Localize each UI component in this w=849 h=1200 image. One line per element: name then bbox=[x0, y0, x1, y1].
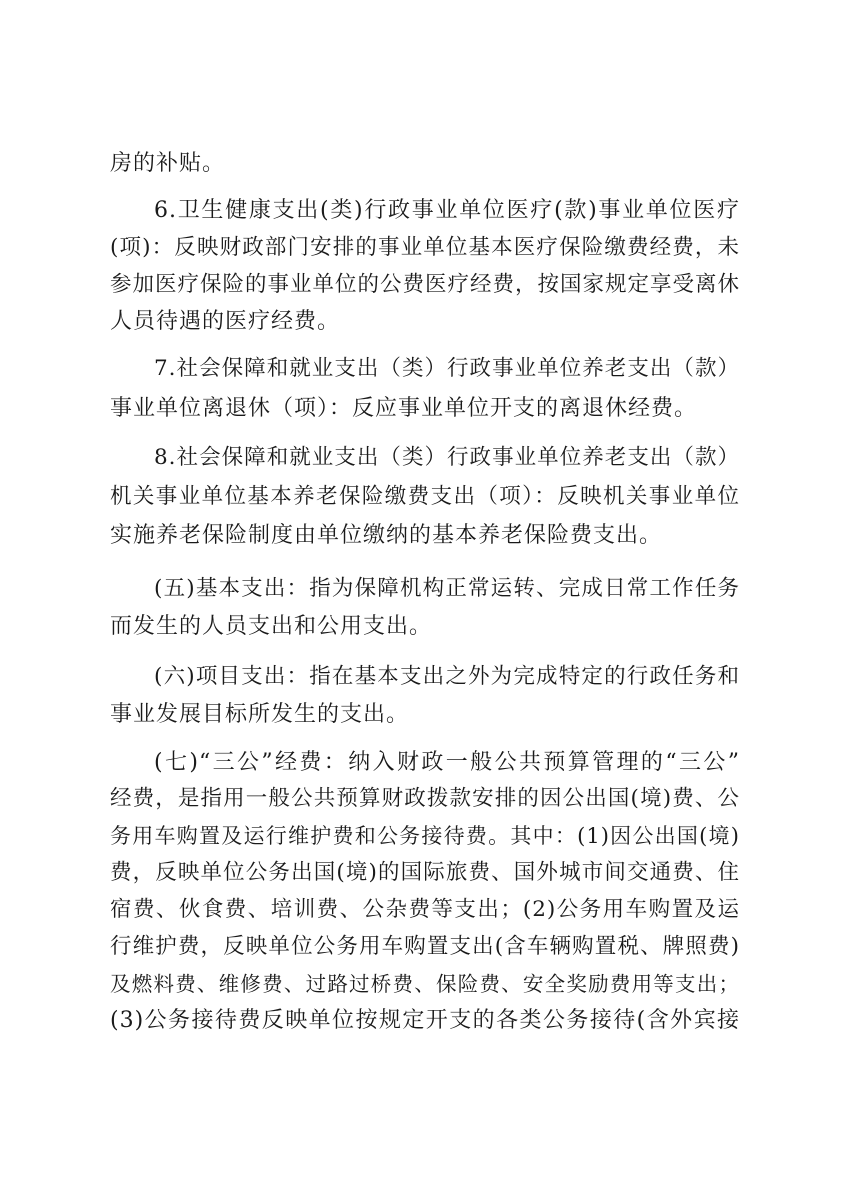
text-line: 实施养老保险制度由单位缴纳的基本养老保险费支出。 bbox=[110, 523, 663, 548]
text-line: 行维护费，反映单位公务用车购置支出(含车辆购置税、牌照费) bbox=[110, 934, 740, 959]
text-line: 7.社会保障和就业支出（类）行政事业单位养老支出（款） bbox=[154, 356, 740, 381]
text-line: 6.卫生健康支出(类)行政事业单位医疗(款)事业单位医疗 bbox=[154, 198, 740, 223]
text-line: 费，反映单位公务出国(境)的国际旅费、国外城市间交通费、住 bbox=[110, 860, 740, 885]
text-line: 机关事业单位基本养老保险缴费支出（项）：反映机关事业单位 bbox=[110, 484, 740, 509]
text-line: 8.社会保障和就业支出（类）行政事业单位养老支出（款） bbox=[154, 445, 740, 470]
text-line: 事业单位离退休（项）：反应事业单位开支的离退休经费。 bbox=[110, 396, 698, 421]
text-line: 经费，是指用一般公共预算财政拨款安排的因公出国(境)费、公 bbox=[110, 786, 740, 811]
text-line: (七)“三公”经费：纳入财政一般公共预算管理的“三公” bbox=[154, 750, 740, 775]
text-line: (3)公务接待费反映单位按规定开支的各类公务接待(含外宾接 bbox=[110, 1008, 740, 1033]
text-line: 及燃料费、维修费、过路过桥费、保险费、安全奖励费用等支出； bbox=[110, 972, 740, 996]
text-line: (六)项目支出：指在基本支出之外为完成特定的行政任务和 bbox=[154, 664, 740, 689]
text-line: 事业发展目标所发生的支出。 bbox=[110, 702, 410, 727]
text-line: (五)基本支出：指为保障机构正常运转、完成日常工作任务 bbox=[154, 576, 740, 601]
text-line: 参加医疗保险的事业单位的公费医疗经费，按国家规定享受离休 bbox=[110, 272, 741, 297]
text-line: (项)：反映财政部门安排的事业单位基本医疗保险缴费经费，未 bbox=[110, 235, 740, 260]
text-line: 宿费、伙食费、培训费、公杂费等支出；(2)公务用车购置及运 bbox=[110, 897, 740, 922]
text-line: 务用车购置及运行维护费和公务接待费。其中：(1)因公出国(境) bbox=[110, 824, 740, 848]
text-line: 人员待遇的医疗经费。 bbox=[110, 309, 341, 334]
text-line: 而发生的人员支出和公用支出。 bbox=[110, 614, 433, 639]
text-line: 房的补贴。 bbox=[110, 151, 226, 176]
